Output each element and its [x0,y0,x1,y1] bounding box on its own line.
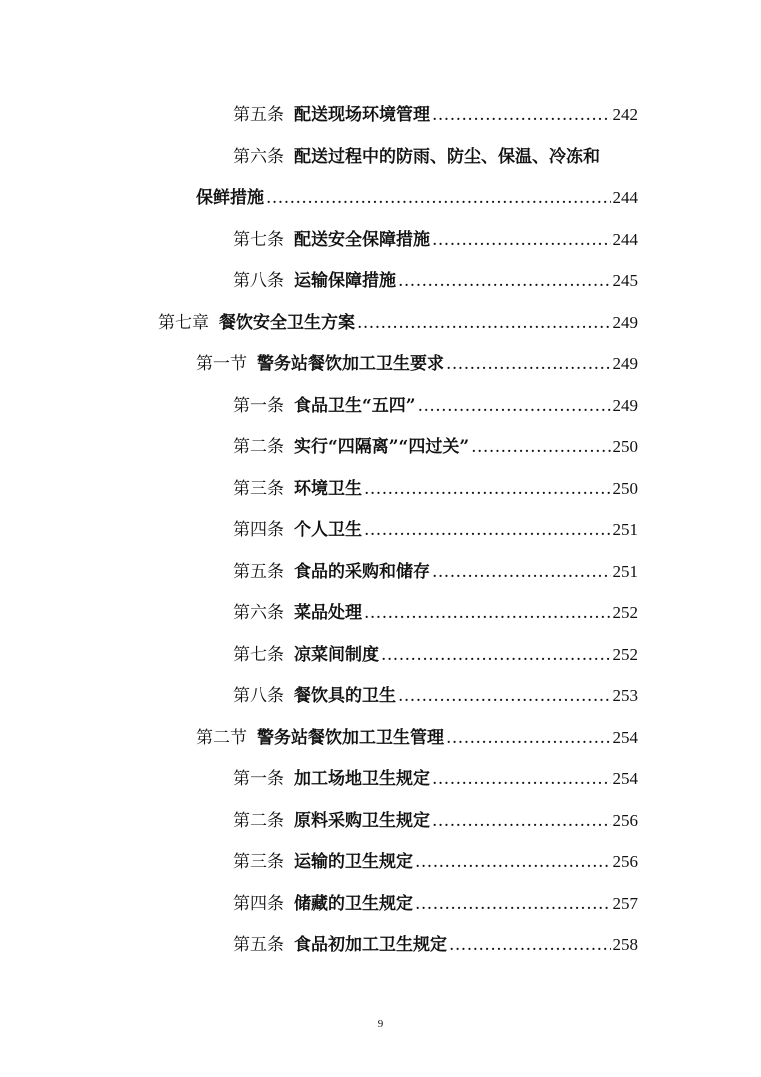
toc-entry-number: 第二条 [233,811,284,831]
toc-entry-number: 第二节 [196,728,247,748]
toc-entry-page: 256 [612,811,638,830]
toc-entry [233,138,638,168]
dot-leader [471,436,610,458]
toc-entry [233,760,638,790]
dot-leader [398,270,611,292]
dot-leader [364,519,611,541]
toc-entry [233,677,638,707]
toc-entry-number: 第七章 [158,313,209,333]
toc-entry [233,802,638,832]
toc-entry-title: 配送过程中的防雨、防尘、保温、冷冻和 [294,147,600,167]
toc-entry [233,96,638,126]
toc-entry-number: 第四条 [233,894,284,914]
toc-entry [233,470,638,500]
toc-entry-number: 第一条 [233,396,284,416]
dot-leader [398,685,611,707]
toc-entry-title: 环境卫生 [294,479,362,499]
toc-entry [233,387,638,417]
toc-entry [233,926,638,956]
toc-entry [233,594,638,624]
dot-leader [364,478,611,500]
toc-entry-number: 第五条 [233,562,284,582]
toc-entry-title: 凉菜间制度 [294,645,379,665]
toc-entry-title: 警务站餐饮加工卫生要求 [257,354,444,374]
toc-entry-title: 食品卫生“五四” [294,396,416,416]
toc-entry-page: 245 [612,271,638,290]
dot-leader [432,104,611,126]
toc-entry-page: 249 [612,354,638,373]
toc-entry-page: 249 [612,396,638,415]
toc-entry [233,511,638,541]
toc-entry-continuation [196,179,638,209]
toc-entry-title: 菜品处理 [294,603,362,623]
toc-entry-page: 256 [612,852,638,871]
toc-section [196,345,638,375]
dot-leader [432,768,611,790]
toc-entry-page: 242 [612,105,638,124]
toc-entry-number: 第三条 [233,479,284,499]
toc-entry [233,843,638,873]
toc-entry-page: 250 [612,479,638,498]
toc-entry-title: 食品初加工卫生规定 [294,935,447,955]
dot-leader [266,187,611,209]
toc-entry-title: 餐饮具的卫生 [294,686,396,706]
toc-entry-page: 253 [612,686,638,705]
toc-entry-page: 258 [612,935,638,954]
dot-leader [415,851,611,873]
toc-entry [233,221,638,251]
toc-entry [233,636,638,666]
toc-entry-number: 第六条 [233,147,284,167]
toc-entry-page: 252 [612,603,638,622]
toc-entry-title: 储藏的卫生规定 [294,894,413,914]
toc-entry-number: 第三条 [233,852,284,872]
dot-leader [446,727,611,749]
toc-entry [233,428,638,458]
toc-entry-title: 运输的卫生规定 [294,852,413,872]
toc-entry-page: 251 [612,520,638,539]
toc-entry-title: 个人卫生 [294,520,362,540]
toc-section [196,719,638,749]
toc-entry-title: 保鲜措施 [196,188,264,208]
dot-leader [357,312,611,334]
toc-entry-number: 第八条 [233,686,284,706]
toc-entry-number: 第七条 [233,645,284,665]
toc-entry-title: 配送安全保障措施 [294,230,430,250]
toc-entry-page: 252 [612,645,638,664]
dot-leader [418,395,611,417]
toc-entry-title: 加工场地卫生规定 [294,769,430,789]
toc-entry [233,262,638,292]
page-number: 9 [377,1018,384,1030]
toc-entry-page: 244 [612,230,638,249]
dot-leader [446,353,611,375]
dot-leader [449,934,611,956]
toc-chapter [158,304,638,334]
toc-entry-number: 第二条 [233,437,284,457]
toc-entry-page: 249 [612,313,638,332]
toc-entry-title: 运输保障措施 [294,271,396,291]
toc-entry-number: 第六条 [233,603,284,623]
toc-entry-title: 警务站餐饮加工卫生管理 [257,728,444,748]
toc-entry-number: 第四条 [233,520,284,540]
toc-entry-number: 第五条 [233,935,284,955]
dot-leader [432,229,611,251]
toc-entry-page: 257 [612,894,638,913]
toc-entry-number: 第一条 [233,769,284,789]
dot-leader [432,810,611,832]
toc-entry-title: 配送现场环境管理 [294,105,430,125]
toc-entry-number: 第八条 [233,271,284,291]
toc-entry-title: 原料采购卫生规定 [294,811,430,831]
toc-entry-title: 餐饮安全卫生方案 [219,313,355,333]
toc-entry [233,553,638,583]
toc-entry-page: 251 [612,562,638,581]
toc-entry-number: 第一节 [196,354,247,374]
toc-entry-page: 254 [612,728,638,747]
toc-entry-page: 244 [612,188,638,207]
toc-entry-page: 250 [612,437,638,456]
dot-leader [415,893,611,915]
dot-leader [364,602,611,624]
toc-entry [233,885,638,915]
toc-entry-title: 实行“四隔离”“四过关” [294,437,470,457]
dot-leader [381,644,611,666]
toc-entry-title: 食品的采购和储存 [294,562,430,582]
toc-entry-number: 第七条 [233,230,284,250]
dot-leader [432,561,611,583]
toc-entry-page: 254 [612,769,638,788]
toc-entry-number: 第五条 [233,105,284,125]
